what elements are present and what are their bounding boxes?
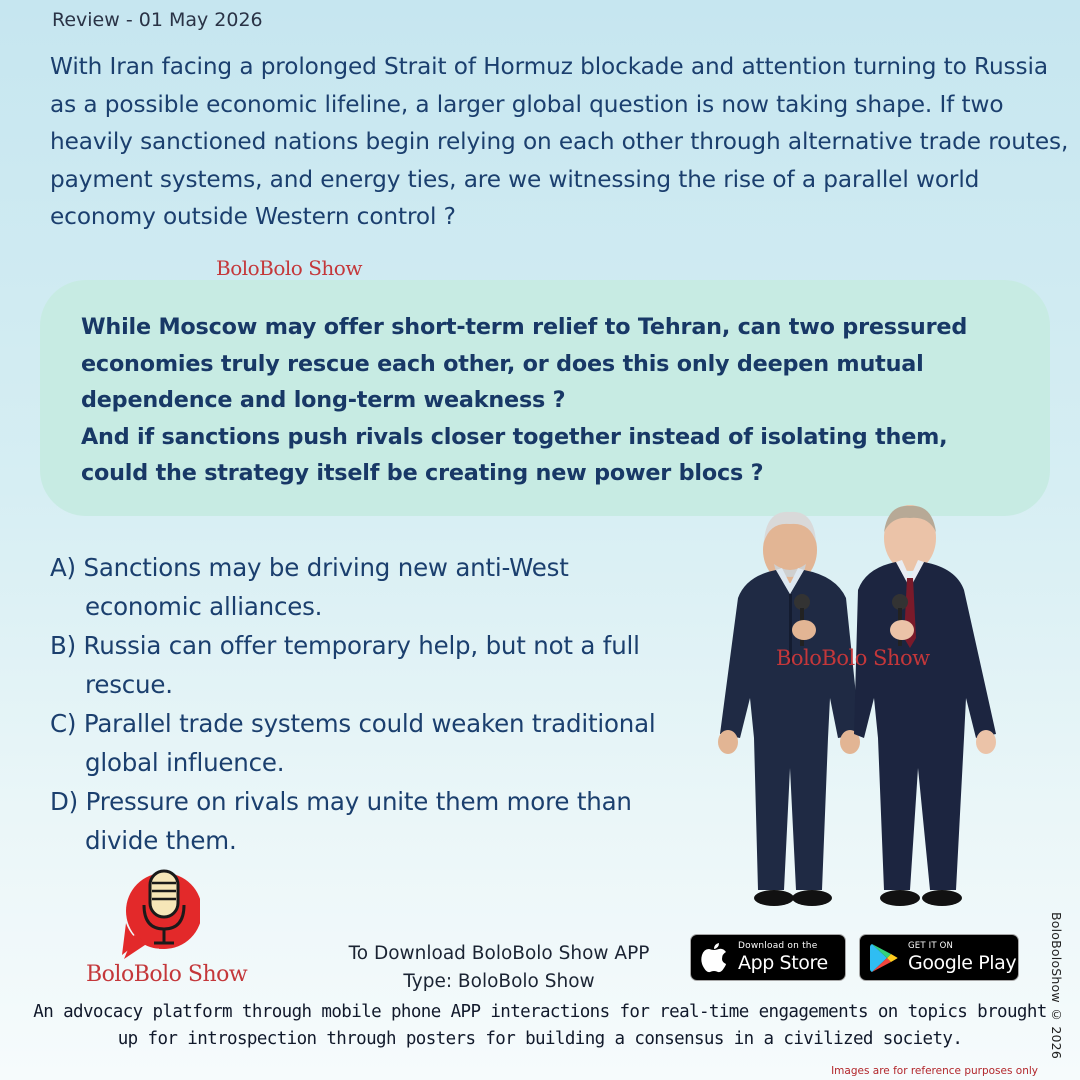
intro-paragraph: With Iran facing a prolonged Strait of Hormuz blockade and attention turning to Russia as a possible economic lifeline, a larger global question is now taking shape. If two heavily sanctioned nations begin relying on each other through alternative trade routes, payment systems, and energy ties, are we witnessing the rise of a parallel world economy outside Western control ? [50, 53, 1069, 230]
answer-options [50, 548, 670, 860]
brand-watermark-image: BoloBolo Show [776, 646, 930, 670]
question-followup: And if sanctions push rivals closer together instead of isolating them, could the strategy itself be creating new power blocs ? [81, 423, 948, 487]
brand-watermark-top: BoloBolo Show [216, 256, 362, 280]
download-line-1: To Download BoloBolo Show APP [348, 943, 650, 964]
review-date: Review - 01 May 2026 [52, 9, 263, 31]
left-man-figure [718, 512, 860, 906]
footer-description: An advocacy platform through mobile phone APP interactions for real-time engagements on topics brought up for introspection through posters for building a consensus in a civilized society. [33, 1002, 1047, 1049]
option-b[interactable]: B) Russia can offer temporary help, but not a full rescue. [50, 631, 640, 699]
app-store-label: App Store [738, 952, 828, 974]
app-store-small-label: Download on the [738, 941, 818, 951]
two-men-with-microphones-illustration [718, 498, 1000, 922]
side-copyright: BoloBoloShow © 2026 [1049, 912, 1064, 1059]
option-a[interactable]: A) Sanctions may be driving new anti-West economic alliances. [50, 553, 569, 621]
google-play-button[interactable] [859, 934, 1019, 981]
apple-icon [701, 943, 727, 973]
leaders-image [718, 498, 1000, 922]
app-store-button[interactable] [690, 934, 846, 981]
option-c[interactable]: C) Parallel trade systems could weaken traditional global influence. [50, 709, 656, 777]
question-main: While Moscow may offer short-term relief to Tehran, can two pressured economies truly rescue each other, or does this only deepen mutual dependence and long-term weakness ? [81, 314, 968, 414]
google-play-label: Google Play [908, 952, 1017, 974]
download-instructions [334, 940, 664, 996]
image-disclaimer: Images are for reference purposes only [831, 1065, 1038, 1077]
google-play-icon [870, 943, 898, 973]
brand-logo-text: BoloBolo Show [86, 962, 248, 987]
google-play-small-label: GET IT ON [908, 941, 954, 951]
download-line-2: Type: BoloBolo Show [403, 971, 595, 992]
microphone-logo-icon [118, 865, 200, 963]
option-d[interactable]: D) Pressure on rivals may unite them more than divide them. [50, 787, 632, 855]
question-box [40, 280, 1050, 516]
right-man-figure [854, 505, 996, 906]
